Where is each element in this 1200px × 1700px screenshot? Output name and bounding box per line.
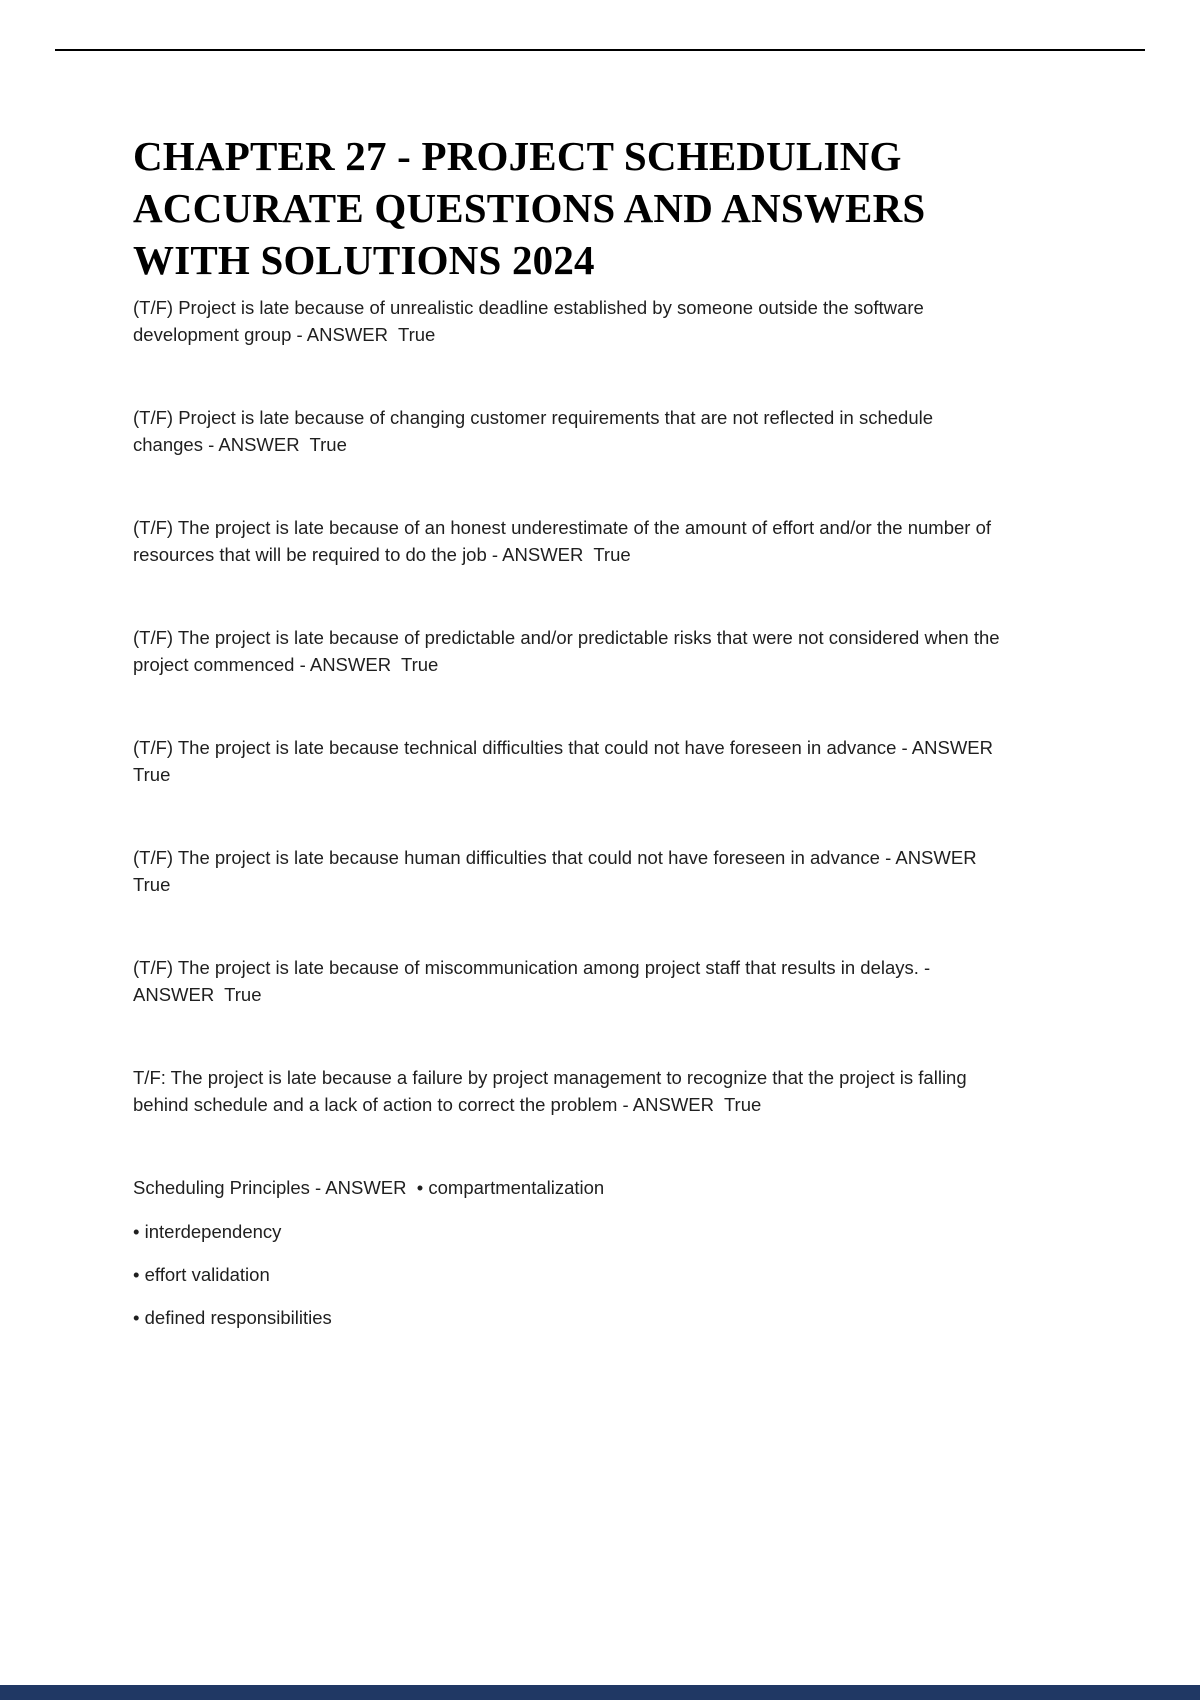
bullet-item-interdependency: • interdependency [133, 1221, 282, 1242]
document-title-line-2: ACCURATE QUESTIONS AND ANSWERS [133, 185, 926, 231]
document-title [133, 130, 1001, 286]
bullet-item-defined-responsibilities: • defined responsibilities [133, 1307, 332, 1328]
qa-paragraph-9-scheduling-principles: Scheduling Principles - ANSWER • compartmentalization [133, 1177, 605, 1198]
qa-paragraph-3: (T/F) The project is late because of an honest underestimate of the amount of effort and/or the number of resources that will be required to do the job - ANSWER True [133, 517, 997, 565]
qa-paragraph-4: (T/F) The project is late because of predictable and/or predictable risks that were not considered when the project commenced - ANSWER True [133, 627, 1005, 675]
document-title-line-3: WITH SOLUTIONS 2024 [133, 237, 595, 283]
qa-paragraph-2: (T/F) Project is late because of changing customer requirements that are not reflected in schedule changes - ANSWER True [133, 407, 939, 455]
qa-paragraph-6: (T/F) The project is late because human difficulties that could not have foreseen in advance - ANSWER True [133, 847, 982, 895]
qa-paragraph-7: (T/F) The project is late because of miscommunication among project staff that results in delays. - ANSWER True [133, 957, 935, 1005]
top-divider-rule [55, 49, 1145, 51]
page-content [133, 130, 1005, 1347]
footer-accent-bar [0, 1685, 1200, 1700]
qa-paragraph-1: (T/F) Project is late because of unrealistic deadline established by someone outside the software development group - ANSWER True [133, 297, 929, 345]
qa-paragraph-5: (T/F) The project is late because technical difficulties that could not have foreseen in advance - ANSWER True [133, 737, 998, 785]
bullet-item-effort-validation: • effort validation [133, 1264, 270, 1285]
document-title-line-1: CHAPTER 27 - PROJECT SCHEDULING [133, 133, 902, 179]
qa-paragraph-8: T/F: The project is late because a failure by project management to recognize that the project is falling behind schedule and a lack of action to correct the problem - ANSWER True [133, 1067, 972, 1115]
